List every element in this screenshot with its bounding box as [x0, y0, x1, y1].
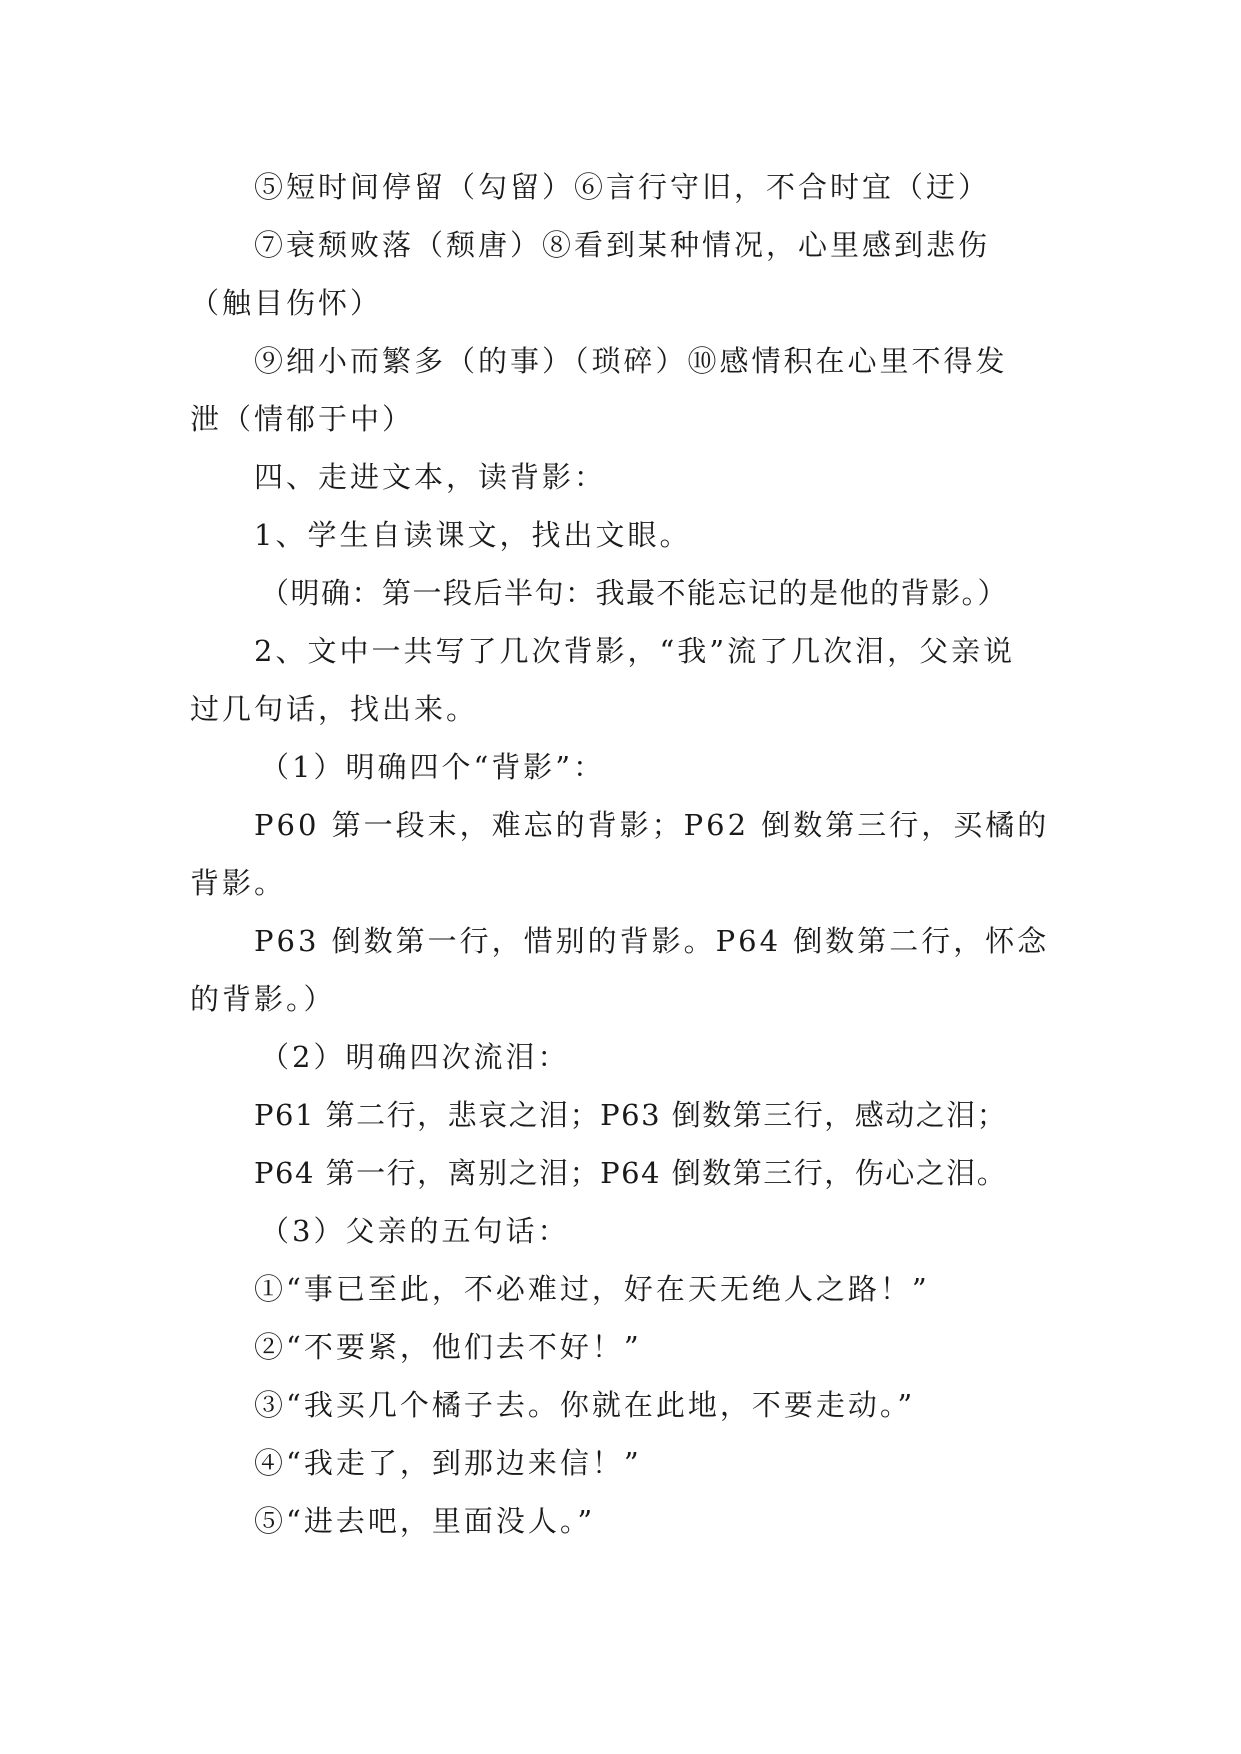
- back-view-line-2: P63 倒数第一行，惜别的背影。P64 倒数第二行，怀念: [254, 924, 1050, 958]
- father-quote-4: ④“我走了，到那边来信！”: [254, 1446, 642, 1480]
- tears-line-2: P64 第一行，离别之泪；P64 倒数第三行，伤心之泪。: [254, 1156, 1008, 1190]
- vocab-line-7-8: ⑦衰颓败落（颓唐）⑧看到某种情况，心里感到悲伤: [254, 228, 991, 262]
- back-view-line-2-cont: 的背影。）: [190, 982, 336, 1016]
- back-view-line-1-cont: 背影。: [190, 866, 287, 900]
- subheading-father-words: （3）父亲的五句话：: [260, 1214, 570, 1248]
- father-quote-2: ②“不要紧，他们去不好！”: [254, 1330, 642, 1364]
- section-heading: 四、走进文本，读背影：: [254, 460, 607, 494]
- vocab-line-10-cont: 泄（情郁于中）: [190, 402, 415, 436]
- vocab-line-8-cont: （触目伤怀）: [190, 286, 383, 320]
- father-quote-3: ③“我买几个橘子去。你就在此地，不要走动。”: [254, 1388, 916, 1422]
- father-quote-5: ⑤“进去吧，里面没人。”: [254, 1504, 596, 1538]
- step-1: 1、学生自读课文，找出文眼。: [254, 518, 692, 552]
- step-2-cont: 过几句话，找出来。: [190, 692, 479, 726]
- back-view-line-1: P60 第一段末，难忘的背影；P62 倒数第三行，买橘的: [254, 808, 1050, 842]
- subheading-tears: （2）明确四次流泪：: [260, 1040, 570, 1074]
- step-2: 2、文中一共写了几次背影，“我”流了几次泪，父亲说: [254, 634, 1016, 668]
- father-quote-1: ①“事已至此，不必难过，好在天无绝人之路！”: [254, 1272, 930, 1306]
- vocab-line-5-6: ⑤短时间停留（勾留）⑥言行守旧，不合时宜（迂）: [254, 170, 991, 204]
- subheading-back-views: （1）明确四个“背影”：: [260, 750, 606, 784]
- document-body: [190, 158, 1060, 1550]
- vocab-line-9-10: ⑨细小而繁多（的事）（琐碎）⑩感情积在心里不得发: [254, 344, 1008, 378]
- step-1-answer: （明确：第一段后半句：我最不能忘记的是他的背影。）: [260, 576, 1009, 610]
- tears-line-1: P61 第二行，悲哀之泪；P63 倒数第三行，感动之泪；: [254, 1098, 1008, 1132]
